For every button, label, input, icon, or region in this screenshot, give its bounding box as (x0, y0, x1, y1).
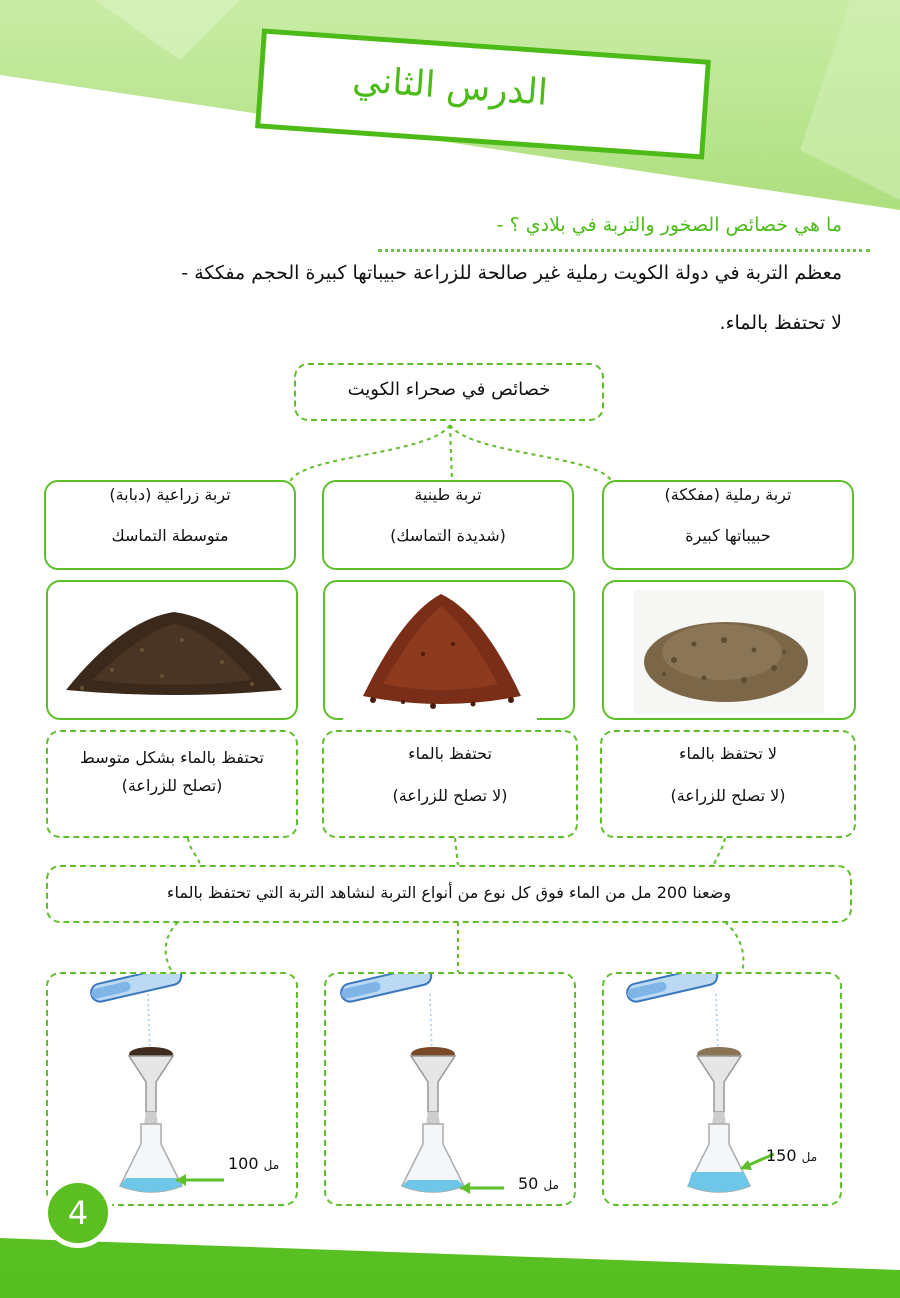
sandy-result-value: 150 (766, 1146, 797, 1165)
sandy-soil-water: لا تحتفظ بالماء (678, 744, 778, 763)
clay-soil-desc: (شديدة التماسك) (390, 526, 506, 545)
clay-soil-image (343, 584, 537, 720)
agricultural-result-unit: مل (263, 1158, 280, 1172)
sandy-result-unit: مل (801, 1150, 818, 1164)
paragraph-line-2: لا تحتفظ بالماء. (719, 312, 842, 334)
sandy-result-label (766, 1146, 817, 1165)
agricultural-result-box (46, 972, 298, 1206)
section-question: ما هي خصائص الصخور والتربة في بلادي ؟ - (496, 214, 842, 236)
clay-result-unit: مل (543, 1178, 559, 1192)
clay-soil-box (322, 480, 574, 570)
sandy-soil-water-box (600, 730, 856, 838)
sandy-soil-image (634, 590, 824, 714)
clay-soil-water: تحتفظ بالماء (408, 744, 492, 763)
sandy-soil-box (602, 480, 854, 570)
agricultural-soil-water: تحتفظ بالماء بشكل متوسط (80, 748, 264, 767)
page-number: 4 (43, 1178, 113, 1248)
clay-soil-water-box (322, 730, 578, 838)
dotted-divider (378, 249, 870, 252)
agricultural-soil-box (44, 480, 296, 570)
sandy-soil-name: تربة رملية (مفككة) (664, 485, 792, 504)
clay-result-value: 50 (518, 1174, 539, 1193)
clay-apparatus-icon (326, 974, 578, 1208)
agricultural-soil-photo-box (46, 580, 298, 720)
sandy-soil-desc: حبيباتها كبيرة (685, 526, 771, 545)
agricultural-soil-name: تربة زراعية (دبابة) (109, 485, 231, 504)
clay-result-box (324, 972, 576, 1206)
agricultural-soil-image (62, 600, 286, 700)
agricultural-soil-farming: (تصلح للزراعة) (121, 776, 223, 795)
diagram-root-box (294, 363, 604, 421)
lesson-title: الدرس الثاني (351, 59, 549, 114)
sandy-apparatus-icon (604, 974, 844, 1208)
clay-soil-name: تربة طينية (414, 485, 482, 504)
agricultural-soil-desc: متوسطة التماسك (111, 526, 229, 545)
clay-soil-photo-box (323, 580, 575, 720)
experiment-description: وضعنا 200 مل من الماء فوق كل نوع من أنواع التربة لنشاهد التربة التي تحتفظ بالماء (166, 883, 732, 902)
clay-soil-farming: (لا تصلح للزراعة) (392, 786, 508, 805)
agricultural-result-label (228, 1154, 279, 1173)
experiment-box (46, 865, 852, 923)
sandy-soil-farming: (لا تصلح للزراعة) (670, 786, 786, 805)
paragraph-line-1: معظم التربة في دولة الكويت رملية غير صالحة للزراعة حبيباتها كبيرة الحجم مفككة - (181, 262, 842, 284)
sandy-result-box (602, 972, 842, 1206)
agricultural-result-value: 100 (228, 1154, 259, 1173)
sandy-soil-photo-box (602, 580, 856, 720)
clay-result-label (518, 1174, 559, 1193)
agricultural-soil-water-box (46, 730, 298, 838)
diagram-root-label: خصائص في صحراء الكويت (347, 379, 551, 400)
